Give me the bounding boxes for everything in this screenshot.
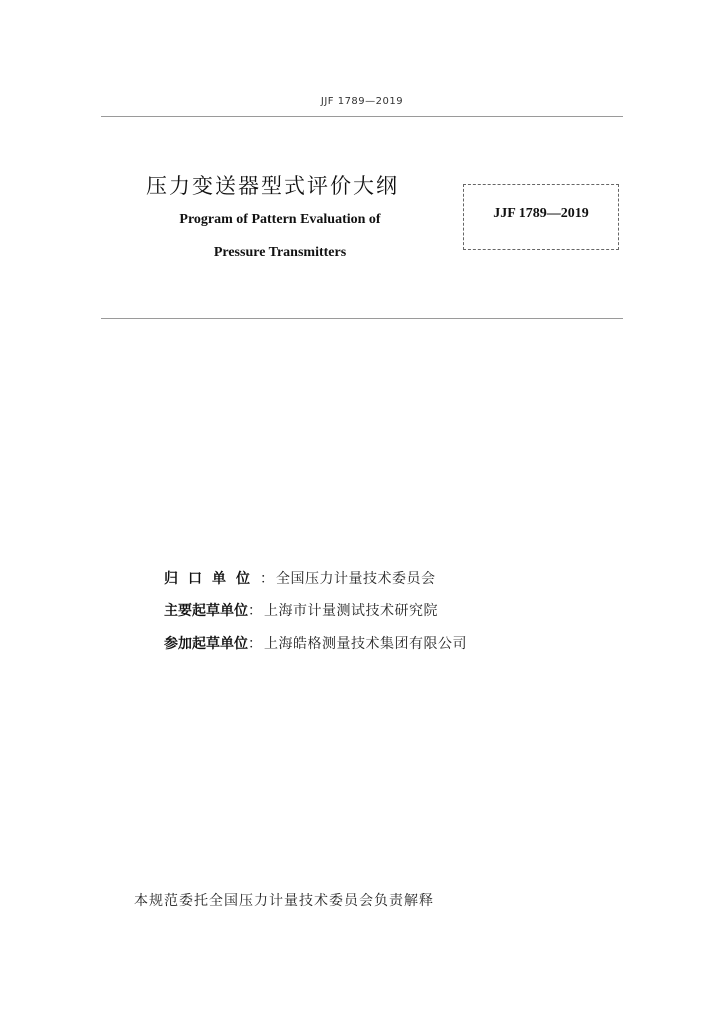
header-rule xyxy=(101,116,623,117)
title-rule xyxy=(101,318,623,319)
unit-separator: ： xyxy=(260,571,274,587)
title-english-line-2: Pressure Transmitters xyxy=(213,245,347,260)
unit-separator: ： xyxy=(248,603,262,619)
running-header: JJF 1789—2019 xyxy=(320,96,404,107)
unit-row-responsible xyxy=(164,568,436,588)
standard-code-box xyxy=(463,184,619,250)
unit-label: 归口单位 xyxy=(164,571,260,587)
unit-label: 参加起草单位 xyxy=(164,636,248,652)
unit-value: 全国压力计量技术委员会 xyxy=(276,571,436,587)
unit-row-main-drafter xyxy=(164,600,438,620)
unit-label: 主要起草单位 xyxy=(164,603,248,619)
title-chinese: 压力变送器型式评价大纲 xyxy=(146,174,399,198)
title-english-line-1: Program of Pattern Evaluation of xyxy=(179,212,381,227)
unit-row-participating-drafter xyxy=(164,633,467,653)
unit-separator: ： xyxy=(248,636,262,652)
interpretation-note: 本规范委托全国压力计量技术委员会负责解释 xyxy=(134,893,434,909)
unit-value: 上海皓格测量技术集团有限公司 xyxy=(264,636,467,652)
unit-value: 上海市计量测试技术研究院 xyxy=(264,603,438,619)
standard-code: JJF 1789—2019 xyxy=(493,206,589,221)
